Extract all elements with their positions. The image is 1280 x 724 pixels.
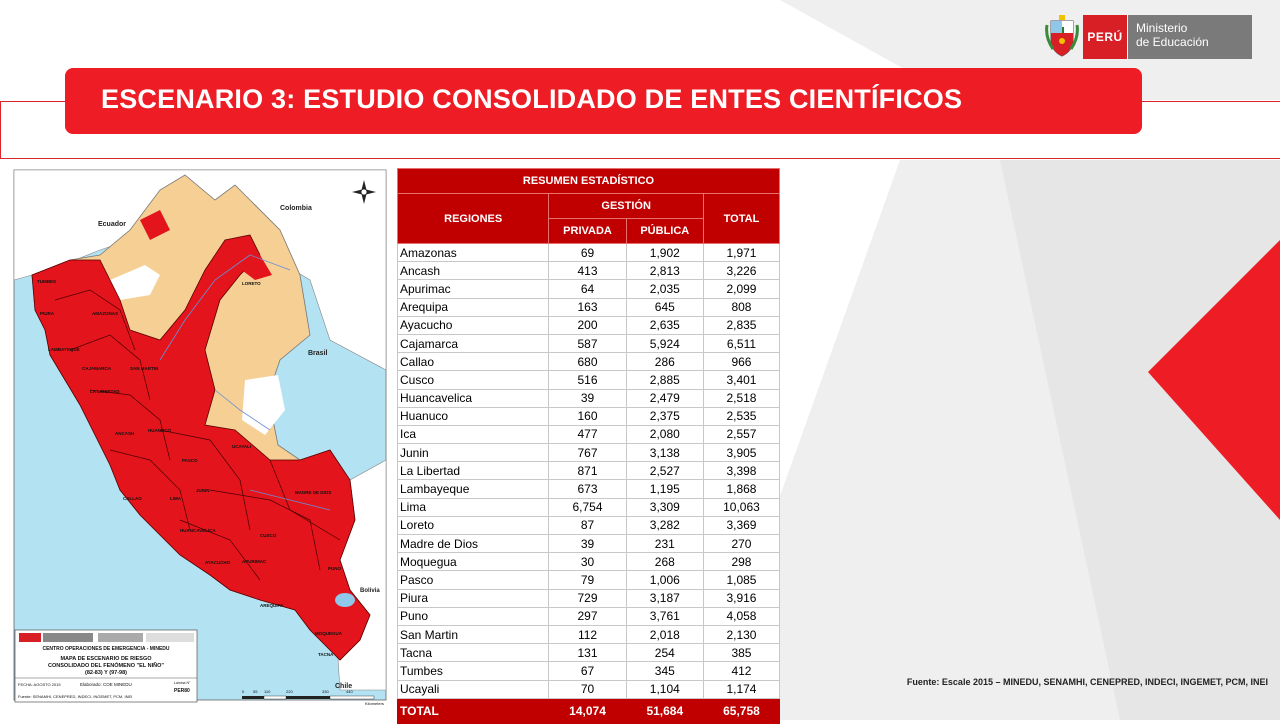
cell-region: Tumbes [398,662,549,680]
cell-publica: 3,761 [626,607,703,625]
table-body [398,244,780,699]
table-row [398,589,780,607]
cell-privada: 516 [549,371,626,389]
cell-region: Huancavelica [398,389,549,407]
label-la-libertad: LA LIBERTAD [90,389,120,394]
cell-total: 3,369 [703,516,779,534]
cell-region: Cajamarca [398,334,549,352]
cell-privada: 131 [549,644,626,662]
table-row [398,535,780,553]
cell-region: Piura [398,589,549,607]
peru-coat-of-arms-icon [1045,15,1079,59]
lake-titicaca [335,593,355,607]
cell-region: Cusco [398,371,549,389]
label-junin: JUNIN [196,488,210,493]
cell-publica: 2,885 [626,371,703,389]
cell-privada: 871 [549,462,626,480]
cell-publica: 268 [626,553,703,571]
ministry-logo [1045,15,1252,59]
cell-region: Ancash [398,262,549,280]
label-ecuador: Ecuador [98,221,127,228]
label-amazonas: AMAZONAS [92,311,118,316]
label-cajamarca: CAJAMARCA [82,366,111,371]
total-privada: 14,074 [549,698,626,723]
cell-publica: 3,309 [626,498,703,516]
label-ucayali: UCAYALI [232,444,252,449]
cell-privada: 6,754 [549,498,626,516]
cell-publica: 645 [626,298,703,316]
col-publica: PÚBLICA [626,219,703,244]
cell-region: Amazonas [398,244,549,262]
cell-privada: 39 [549,535,626,553]
cell-total: 1,174 [703,680,779,698]
cell-total: 3,226 [703,262,779,280]
cell-total: 3,916 [703,589,779,607]
cell-publica: 1,195 [626,480,703,498]
cell-privada: 163 [549,298,626,316]
table-row [398,444,780,462]
label-pasco: PASCO [182,458,198,463]
table-row [398,625,780,643]
title-banner [65,68,1142,134]
legend-center: CENTRO OPERACIONES DE EMERGENCIA - MINEDU [42,646,170,652]
cell-privada: 67 [549,662,626,680]
cell-total: 412 [703,662,779,680]
cell-publica: 3,187 [626,589,703,607]
cell-total: 2,535 [703,407,779,425]
cell-publica: 231 [626,535,703,553]
cell-region: San Martin [398,625,549,643]
label-madre-de-dios: MADRE DE DIOS [295,490,332,495]
cell-region: Junin [398,444,549,462]
label-moquegua: MOQUEGUA [315,631,342,636]
table-row [398,334,780,352]
cell-publica: 1,104 [626,680,703,698]
cell-publica: 254 [626,644,703,662]
scale-220: 220 [286,689,293,694]
cell-region: Apurimac [398,280,549,298]
label-cusco: CUSCO [260,533,277,538]
cell-privada: 87 [549,516,626,534]
scale-110: 110 [264,689,271,694]
table-row [398,644,780,662]
cell-publica: 2,635 [626,316,703,334]
cell-publica: 2,527 [626,462,703,480]
cell-total: 298 [703,553,779,571]
label-colombia: Colombia [280,205,312,212]
cell-region: Loreto [398,516,549,534]
label-apurimac: APURIMAC [242,559,267,564]
label-chile: Chile [335,683,353,690]
cell-privada: 413 [549,262,626,280]
cell-total: 3,905 [703,444,779,462]
label-huanuco: HUANUCO [148,428,171,433]
cell-publica: 2,813 [626,262,703,280]
cell-region: Arequipa [398,298,549,316]
cell-publica: 2,375 [626,407,703,425]
total-publica: 51,684 [626,698,703,723]
legend-sources: Fuente: SENAMHI, CENEPRED, INDECI, INGEMET, PCM, INEI [18,694,133,699]
risk-map [10,160,395,720]
label-loreto: LORETO [242,281,261,286]
legend-made-by: Elaborado: COE MINEDU [80,682,132,687]
table-row [398,407,780,425]
cell-region: La Libertad [398,462,549,480]
cell-total: 808 [703,298,779,316]
cell-publica: 2,080 [626,425,703,443]
cell-total: 270 [703,535,779,553]
legend-sheet: PER80 [174,688,190,694]
cell-total: 2,835 [703,316,779,334]
cell-total: 6,511 [703,334,779,352]
cell-total: 4,058 [703,607,779,625]
label-brasil: Brasil [308,350,328,357]
cell-privada: 297 [549,607,626,625]
cell-total: 1,971 [703,244,779,262]
table-row [398,389,780,407]
legend-title1: MAPA DE ESCENARIO DE RIESGO [60,656,152,662]
table-row [398,571,780,589]
cell-publica: 5,924 [626,334,703,352]
table-row [398,244,780,262]
table-row [398,353,780,371]
cell-region: Ayacucho [398,316,549,334]
label-piura: PIURA [40,311,55,316]
legend-sheet-label: Lamina N° [174,681,191,685]
peru-label: PERÚ [1083,15,1127,59]
cell-privada: 767 [549,444,626,462]
cell-total: 385 [703,644,779,662]
ministry-line1: Ministerio [1136,21,1188,35]
table-row [398,425,780,443]
label-bolivia: Bolivia [360,588,380,594]
cell-privada: 39 [549,389,626,407]
legend-title2: CONSOLIDADO DEL FENÓMENO "EL NIÑO" [48,663,164,669]
cell-publica: 1,902 [626,244,703,262]
cell-total: 2,557 [703,425,779,443]
cell-region: Pasco [398,571,549,589]
total-total: 65,758 [703,698,779,723]
label-tumbes: TUMBES [37,279,56,284]
cell-total: 1,868 [703,480,779,498]
label-huancavelica: HUANCAVELICA [180,528,216,533]
cell-region: Lima [398,498,549,516]
scale-55: 55 [253,689,258,694]
cell-privada: 70 [549,680,626,698]
cell-total: 10,063 [703,498,779,516]
cell-region: Lambayeque [398,480,549,498]
cell-total: 966 [703,353,779,371]
cell-publica: 2,035 [626,280,703,298]
cell-privada: 477 [549,425,626,443]
map-legend [15,630,197,702]
cell-publica: 286 [626,353,703,371]
cell-privada: 673 [549,480,626,498]
total-row [398,698,780,723]
table-row [398,498,780,516]
label-arequipa: AREQUIPA [260,603,284,608]
cell-publica: 1,006 [626,571,703,589]
table-row [398,607,780,625]
cell-total: 2,518 [703,389,779,407]
table-row [398,262,780,280]
cell-privada: 79 [549,571,626,589]
table-row [398,371,780,389]
table-row [398,316,780,334]
cell-region: Ica [398,425,549,443]
page-title: ESCENARIO 3: ESTUDIO CONSOLIDADO DE ENTES CIENTÍFICOS [101,84,963,114]
table-row [398,480,780,498]
label-callao: CALLAO [123,496,142,501]
statistics-table [397,168,780,724]
cell-total: 2,099 [703,280,779,298]
col-total: TOTAL [703,194,779,244]
legend-date: FECHA: AGOSTO 2015 [18,682,61,687]
cell-total: 1,085 [703,571,779,589]
scale-440: 440 [346,689,353,694]
cell-publica: 345 [626,662,703,680]
scale-330: 330 [322,689,329,694]
scale-0: 0 [242,689,245,694]
col-privada: PRIVADA [549,219,626,244]
table-row [398,516,780,534]
cell-region: Callao [398,353,549,371]
cell-privada: 112 [549,625,626,643]
cell-region: Huanuco [398,407,549,425]
cell-privada: 587 [549,334,626,352]
col-gestion: GESTIÓN [549,194,704,219]
cell-total: 3,398 [703,462,779,480]
label-lambayeque: LAMBAYEQUE [48,347,80,352]
cell-privada: 69 [549,244,626,262]
ministry-name [1127,15,1252,59]
cell-publica: 3,138 [626,444,703,462]
cell-privada: 64 [549,280,626,298]
label-tacna: TACNA [318,652,334,657]
total-label: TOTAL [398,698,549,723]
cell-privada: 680 [549,353,626,371]
source-note: Fuente: Escale 2015 – MINEDU, SENAMHI, CENEPRED, INDECI, INGEMET, PCM, INEI [906,677,1268,687]
cell-region: Moquegua [398,553,549,571]
label-lima: LIMA [170,496,181,501]
cell-publica: 2,479 [626,389,703,407]
cell-total: 2,130 [703,625,779,643]
table-title: RESUMEN ESTADÍSTICO [398,169,780,194]
table-row [398,462,780,480]
ministry-line2: de Educación [1136,35,1209,49]
cell-privada: 729 [549,589,626,607]
cell-privada: 160 [549,407,626,425]
col-regions: REGIONES [398,194,549,244]
table-row [398,662,780,680]
scale-unit: Kilometers [365,701,384,706]
table-row [398,280,780,298]
table-row [398,553,780,571]
cell-privada: 200 [549,316,626,334]
cell-publica: 3,282 [626,516,703,534]
cell-region: Puno [398,607,549,625]
label-ayacucho: AYACUCHO [205,560,231,565]
cell-region: Tacna [398,644,549,662]
cell-region: Madre de Dios [398,535,549,553]
table-row [398,680,780,698]
cell-privada: 30 [549,553,626,571]
cell-total: 3,401 [703,371,779,389]
cell-publica: 2,018 [626,625,703,643]
cell-region: Ucayali [398,680,549,698]
table-row [398,298,780,316]
legend-title3: (82-83) Y (97-98) [85,670,127,676]
label-puno: PUNO [328,566,342,571]
label-san-martin: SAN MARTIN [130,366,159,371]
label-ancash: ANCASH [115,431,135,436]
